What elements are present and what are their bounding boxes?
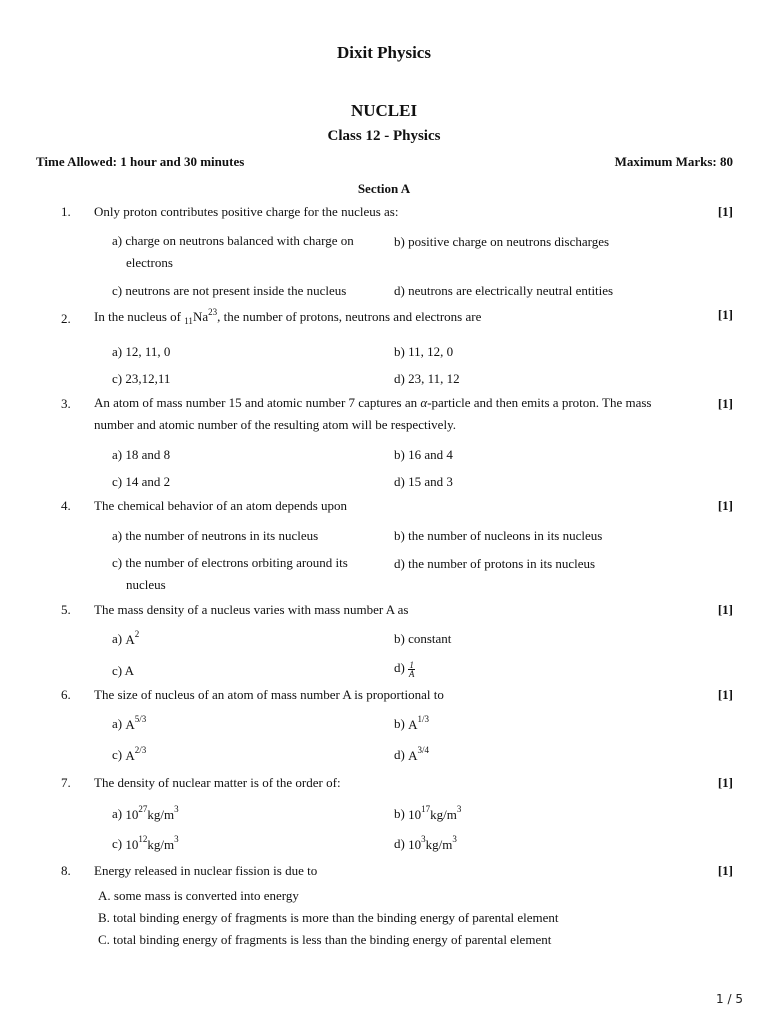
element-symbol: Na <box>192 309 209 324</box>
time-allowed: Time Allowed: 1 hour and 30 minutes <box>36 154 245 169</box>
question-text: The mass density of a nucleus varies with mass number A as <box>94 602 409 617</box>
question-number: 5. <box>61 602 71 617</box>
option-label: b) <box>394 234 405 249</box>
atomic-number: 11 <box>184 316 193 326</box>
question-number: 1. <box>61 204 71 219</box>
statement-a: A. some mass is converted into energy <box>98 888 299 903</box>
mass-number: 23 <box>208 307 218 317</box>
option-b: b) 11, 12, 0 <box>394 344 454 359</box>
statement-b: B. total binding energy of fragments is more than the binding energy of parental element <box>98 910 559 925</box>
question-marks: [1] <box>717 307 733 322</box>
option-text-continued: nucleus <box>126 577 166 592</box>
question-number: 2. <box>61 311 71 326</box>
option-d <box>394 283 613 299</box>
option-a: a) 18 and 8 <box>112 447 171 462</box>
question-marks: [1] <box>717 863 733 878</box>
option-c: c) the number of electrons orbiting around its nucleus <box>112 552 374 596</box>
question-number: 4. <box>61 498 71 513</box>
option-a: a) 12, 11, 0 <box>112 344 171 359</box>
option-label: d) <box>394 283 405 298</box>
option-b <box>394 234 609 250</box>
question-text: Only proton contributes positive charge for the nucleus as: <box>94 204 399 219</box>
option-c: c) $A^{2/3}$ <box>112 745 147 764</box>
section-heading: Section A <box>357 181 411 196</box>
fraction: $\frac{1}{A}$ <box>408 659 415 679</box>
question-text: The size of nucleus of an atom of mass number A is proportional to <box>94 687 444 702</box>
question-marks: [1] <box>717 498 733 513</box>
option-d: d) $10^3kg/m^3$ <box>394 834 457 853</box>
option-label: c) <box>112 283 123 298</box>
question-marks: [1] <box>717 396 733 411</box>
option-d: d) 23, 11, 12 <box>394 371 460 386</box>
question-text: Energy released in nuclear fission is due to <box>94 863 318 878</box>
option-d: d) $\frac{1}{A}$ <box>394 659 415 679</box>
option-b: b) the number of nucleons in its nucleus <box>394 528 603 543</box>
question-text: The chemical behavior of an atom depends upon <box>94 498 348 513</box>
option-d: d) $A^{3/4}$ <box>394 745 429 764</box>
option-text: positive charge on neutrons discharges <box>408 234 610 249</box>
option-label: a) <box>112 233 123 248</box>
question-marks: [1] <box>717 687 733 702</box>
option-c: c) 14 and 2 <box>112 474 171 489</box>
class-subtitle: Class 12 - Physics <box>327 128 441 144</box>
option-b: b) $A^{1/3}$ <box>394 714 429 733</box>
question-text: The density of nuclear matter is of the order of: <box>94 775 341 790</box>
math-base: A <box>125 632 135 648</box>
option-text-continued: electrons <box>126 255 173 270</box>
question-number: 7. <box>61 775 71 790</box>
page-number: 1 / 5 <box>716 992 743 1006</box>
paper-title: NUCLEI <box>350 101 418 120</box>
option-c <box>112 283 346 299</box>
statement-c: C. total binding energy of fragments is less than the binding energy of parental element <box>98 932 552 947</box>
option-d: d) 15 and 3 <box>394 474 453 489</box>
maximum-marks: Maximum Marks: 80 <box>614 154 733 169</box>
option-b: b) constant <box>394 631 452 646</box>
option-a: a) $A^{5/3}$ <box>112 714 147 733</box>
question-number: 6. <box>61 687 71 702</box>
question-marks: [1] <box>717 204 733 219</box>
option-text: neutrons are electrically neutral entities <box>408 283 614 298</box>
option-c: c) A <box>112 663 135 678</box>
question-marks: [1] <box>717 775 733 790</box>
option-a <box>112 230 374 274</box>
option-a: a) $A^2$ <box>112 629 140 648</box>
question-text: In the nucleus of $_{11}Na^{23}$, the number of protons, neutrons and electrons are <box>94 307 482 326</box>
question-number: 3. <box>61 396 71 411</box>
brand-title: Dixit Physics <box>337 43 431 62</box>
option-text: neutrons are not present inside the nucleus <box>125 283 347 298</box>
option-c: c) 23,12,11 <box>112 371 171 386</box>
option-b: b) $10^{17}kg/m^3$ <box>394 804 462 823</box>
alpha-symbol: α <box>420 395 428 410</box>
option-c: c) $10^{12}kg/m^3$ <box>112 834 179 853</box>
option-text: charge on neutrons balanced with charge on <box>125 233 354 248</box>
question-marks: [1] <box>717 602 733 617</box>
option-d: d) the number of protons in its nucleus <box>394 556 596 571</box>
option-a: a) the number of neutrons in its nucleus <box>112 528 319 543</box>
question-number: 8. <box>61 863 71 878</box>
option-b: b) 16 and 4 <box>394 447 453 462</box>
question-text: An atom of mass number 15 and atomic number 7 captures an α-particle and then emits a proton. The mass number and atomic number of the resulting atom will be respectively. <box>94 395 652 432</box>
option-a: a) $10^{27}kg/m^3$ <box>112 804 179 823</box>
